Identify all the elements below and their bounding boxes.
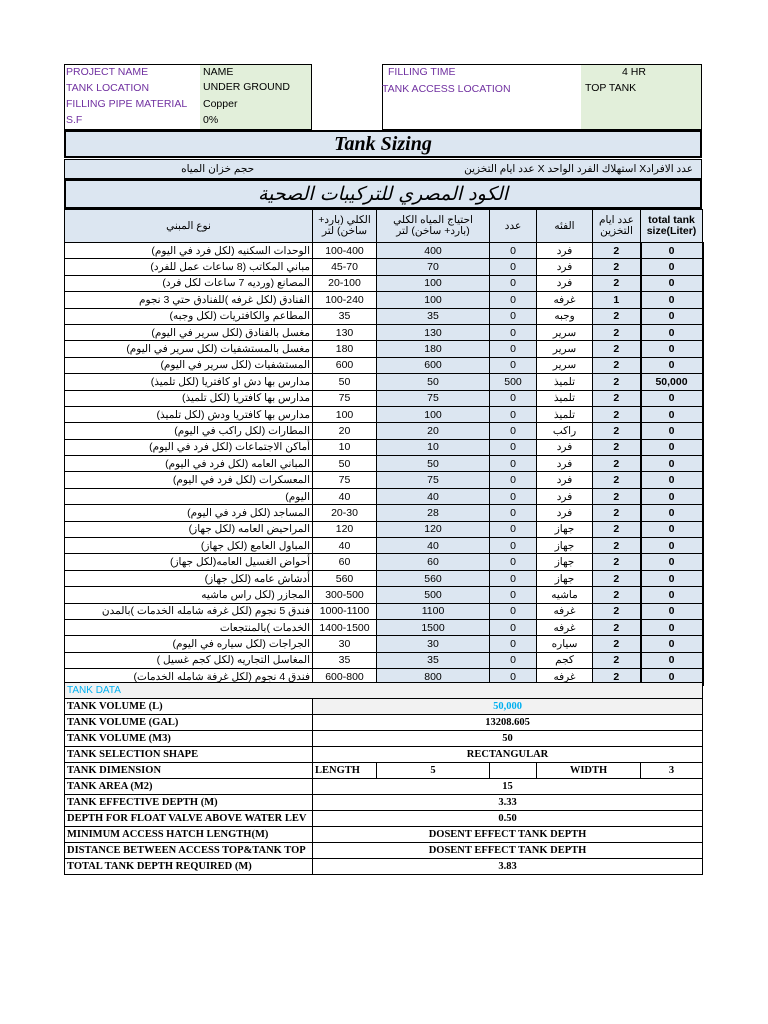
need-cell[interactable]: 560: [377, 570, 490, 586]
unit-cell: كجم: [537, 652, 593, 668]
volume-l-label: TANK VOLUME (L): [65, 699, 313, 715]
range-cell: 50: [313, 456, 377, 472]
type-cell: مدارس بها دش او كافتريا (لكل تلميذ): [65, 374, 313, 390]
count-cell[interactable]: 0: [490, 390, 537, 406]
table-row: [65, 554, 703, 570]
total-cell: 0: [641, 275, 703, 291]
need-cell[interactable]: 30: [377, 636, 490, 652]
unit-cell: سرير: [537, 324, 593, 340]
total-cell: 0: [641, 652, 703, 668]
volume-gal-value: 13208.605: [313, 715, 703, 731]
tank-data-table: [64, 682, 703, 875]
range-cell: 20-30: [313, 505, 377, 521]
total-cell: 0: [641, 341, 703, 357]
float-label: DEPTH FOR FLOAT VALVE ABOVE WATER LEV: [65, 811, 313, 827]
type-cell: اليوم): [65, 488, 313, 504]
type-cell: المجازر (لكل راس ماشيه: [65, 587, 313, 603]
type-cell: مغسل بالمستشفيات (لكل سرير في اليوم): [65, 341, 313, 357]
table-row: [65, 505, 703, 521]
days-cell[interactable]: 2: [593, 505, 641, 521]
days-cell[interactable]: 2: [593, 439, 641, 455]
tank-area-row: [65, 779, 703, 795]
formula-row: [64, 159, 702, 179]
code-title-text: الكود المصري للتركيبات الصحية: [257, 183, 509, 205]
total-cell: 0: [641, 636, 703, 652]
table-row: [65, 243, 703, 259]
table-row: [65, 374, 703, 390]
total-cell: 0: [641, 587, 703, 603]
table-row: [65, 341, 703, 357]
need-cell[interactable]: 35: [377, 652, 490, 668]
days-cell[interactable]: 2: [593, 603, 641, 619]
range-cell: 600: [313, 357, 377, 373]
count-cell[interactable]: 0: [490, 570, 537, 586]
range-cell: 40: [313, 488, 377, 504]
total-cell: 0: [641, 619, 703, 635]
spreadsheet: [64, 64, 702, 872]
tank-volume-m3-row: [65, 731, 703, 747]
need-cell[interactable]: 100: [377, 406, 490, 422]
title-bar: [64, 130, 702, 158]
total-cell: 0: [641, 554, 703, 570]
days-cell[interactable]: 2: [593, 636, 641, 652]
need-cell[interactable]: 75: [377, 390, 490, 406]
need-cell[interactable]: 28: [377, 505, 490, 521]
unit-cell: وجبه: [537, 308, 593, 324]
type-cell: مدارس بها كافتريا (لكل تلميذ): [65, 390, 313, 406]
table-row: [65, 603, 703, 619]
total-cell: 0: [641, 357, 703, 373]
type-cell: أحواض الغسيل العامه(لكل جهاز): [65, 554, 313, 570]
table-row: [65, 292, 703, 308]
table-row: [65, 538, 703, 554]
range-cell: 1400-1500: [313, 619, 377, 635]
need-cell[interactable]: 40: [377, 488, 490, 504]
count-cell[interactable]: 0: [490, 521, 537, 537]
type-cell: الوحدات السكنيه (لكل فرد في اليوم): [65, 243, 313, 259]
count-cell[interactable]: 0: [490, 243, 537, 259]
need-cell[interactable]: 180: [377, 341, 490, 357]
range-cell: 35: [313, 308, 377, 324]
need-cell[interactable]: 400: [377, 243, 490, 259]
table-row: [65, 587, 703, 603]
unit-cell: غرفه: [537, 603, 593, 619]
days-cell[interactable]: 2: [593, 243, 641, 259]
unit-cell: سرير: [537, 341, 593, 357]
days-cell[interactable]: 2: [593, 456, 641, 472]
days-cell[interactable]: 2: [593, 472, 641, 488]
hatch-value: DOSENT EFFECT TANK DEPTH: [313, 827, 703, 843]
table-row: [65, 488, 703, 504]
total-cell: 0: [641, 505, 703, 521]
range-cell: 600-800: [313, 669, 377, 685]
unit-cell: غرفه: [537, 669, 593, 685]
type-cell: فندق 5 نجوم (لكل غرفه شامله الخدمات )بالمدن: [65, 603, 313, 619]
range-cell: 100-240: [313, 292, 377, 308]
unit-cell: جهاز: [537, 570, 593, 586]
total-cell: 0: [641, 324, 703, 340]
type-cell: المباول العامع (لكل جهاز): [65, 538, 313, 554]
days-cell[interactable]: 2: [593, 570, 641, 586]
tank-distance-row: [65, 843, 703, 859]
type-cell: المباني العامه (لكل فرد في اليوم): [65, 456, 313, 472]
range-cell: 50: [313, 374, 377, 390]
days-cell[interactable]: 2: [593, 652, 641, 668]
total-cell: 0: [641, 472, 703, 488]
width-label: WIDTH: [537, 763, 641, 779]
col-header-count: عدد: [490, 210, 537, 243]
unit-cell: فرد: [537, 456, 593, 472]
table-row: [65, 472, 703, 488]
dimension-label: TANK DIMENSION: [65, 763, 313, 779]
filling-pipe-label: FILLING PIPE MATERIAL: [66, 98, 188, 110]
type-cell: فندق 4 نجوم (لكل غرفة شامله الخدمات): [65, 669, 313, 685]
float-value[interactable]: 0.50: [313, 811, 703, 827]
count-cell[interactable]: 0: [490, 259, 537, 275]
volume-l-value: 50,000: [313, 699, 703, 715]
volume-m3-label: TANK VOLUME (M3): [65, 731, 313, 747]
total-cell: 0: [641, 423, 703, 439]
unit-cell: تلميذ: [537, 406, 593, 422]
days-cell[interactable]: 2: [593, 538, 641, 554]
count-cell[interactable]: 0: [490, 603, 537, 619]
table-row: [65, 652, 703, 668]
volume-gal-label: TANK VOLUME (GAL): [65, 715, 313, 731]
unit-cell: سرير: [537, 357, 593, 373]
table-row: [65, 406, 703, 422]
table-row: [65, 521, 703, 537]
type-cell: أماكن الاجتماعات (لكل فرد في اليوم): [65, 439, 313, 455]
col-header-unit: الفئه: [537, 210, 593, 243]
type-cell: الفنادق (لكل غرفه )للفنادق حتي 3 نجوم: [65, 292, 313, 308]
unit-cell: ماشيه: [537, 587, 593, 603]
range-cell: 30: [313, 636, 377, 652]
need-cell[interactable]: 100: [377, 275, 490, 291]
project-header: [64, 64, 702, 130]
range-cell: 300-500: [313, 587, 377, 603]
table-row: [65, 390, 703, 406]
count-cell[interactable]: 0: [490, 488, 537, 504]
days-cell[interactable]: 2: [593, 669, 641, 685]
distance-label: DISTANCE BETWEEN ACCESS TOP&TANK TOP: [65, 843, 313, 859]
need-cell[interactable]: 130: [377, 324, 490, 340]
unit-cell: فرد: [537, 259, 593, 275]
total-cell: 0: [641, 603, 703, 619]
count-cell[interactable]: 0: [490, 275, 537, 291]
unit-cell: راكب: [537, 423, 593, 439]
filling-time-label: FILLING TIME: [388, 66, 456, 78]
page-title: Tank Sizing: [334, 133, 432, 155]
table-row: [65, 619, 703, 635]
days-cell[interactable]: 2: [593, 390, 641, 406]
col-header-type: نوع المبني: [65, 210, 313, 243]
count-cell[interactable]: 0: [490, 292, 537, 308]
type-cell: أدشاش عامه (لكل جهاز): [65, 570, 313, 586]
range-cell: 75: [313, 390, 377, 406]
formula-result-label: حجم خزان المياه: [181, 163, 255, 175]
area-label: TANK AREA (M2): [65, 779, 313, 795]
total-cell: 0: [641, 488, 703, 504]
range-cell: 100: [313, 406, 377, 422]
days-cell[interactable]: 2: [593, 619, 641, 635]
need-cell[interactable]: 35: [377, 308, 490, 324]
need-cell[interactable]: 70: [377, 259, 490, 275]
filling-pipe-value[interactable]: Copper: [203, 98, 238, 110]
count-cell[interactable]: 0: [490, 538, 537, 554]
unit-cell: جهاز: [537, 538, 593, 554]
unit-cell: غرفه: [537, 292, 593, 308]
tank-total-depth-row: [65, 859, 703, 875]
length-value[interactable]: 5: [377, 763, 490, 779]
tank-eff-depth-row: [65, 795, 703, 811]
range-cell: 1000-1100: [313, 603, 377, 619]
days-cell[interactable]: 2: [593, 521, 641, 537]
hatch-label: MINIMUM ACCESS HATCH LENGTH(M): [65, 827, 313, 843]
count-cell[interactable]: 0: [490, 324, 537, 340]
need-cell[interactable]: 50: [377, 456, 490, 472]
count-cell[interactable]: 0: [490, 456, 537, 472]
range-cell: 560: [313, 570, 377, 586]
unit-cell: تلميذ: [537, 374, 593, 390]
count-cell[interactable]: 0: [490, 554, 537, 570]
count-cell[interactable]: 0: [490, 406, 537, 422]
count-cell[interactable]: 0: [490, 308, 537, 324]
count-cell[interactable]: 0: [490, 619, 537, 635]
tank-shape-row: [65, 747, 703, 763]
total-cell: 0: [641, 259, 703, 275]
total-cell: 0: [641, 439, 703, 455]
total-cell: 0: [641, 456, 703, 472]
range-cell: 75: [313, 472, 377, 488]
tank-dimension-row: [65, 763, 703, 779]
days-cell[interactable]: 2: [593, 554, 641, 570]
sf-label: S.F: [66, 114, 83, 126]
range-cell: 100-400: [313, 243, 377, 259]
table-row: [65, 275, 703, 291]
unit-cell: فرد: [537, 439, 593, 455]
days-cell[interactable]: 1: [593, 292, 641, 308]
total-cell: 0: [641, 521, 703, 537]
total-depth-value: 3.83: [313, 859, 703, 875]
days-cell[interactable]: 2: [593, 374, 641, 390]
type-cell: الجراجات (لكل سياره في اليوم): [65, 636, 313, 652]
unit-cell: جهاز: [537, 554, 593, 570]
range-cell: 35: [313, 652, 377, 668]
col-header-days: عدد ايام التخزين: [593, 210, 641, 243]
formula-text: عدد ايام التخزين X استهلاك الفرد الواحد Xعدد الافراد: [464, 163, 693, 175]
access-location-value[interactable]: TOP TANK: [585, 82, 637, 94]
table-row: [65, 357, 703, 373]
tank-float-row: [65, 811, 703, 827]
table-row: [65, 324, 703, 340]
count-cell[interactable]: 500: [490, 374, 537, 390]
project-name-label: PROJECT NAME: [66, 66, 149, 78]
range-cell: 45-70: [313, 259, 377, 275]
total-cell: 0: [641, 570, 703, 586]
table-row: [65, 636, 703, 652]
dimension-spacer: [490, 763, 537, 779]
tank-data-header: [65, 683, 703, 699]
unit-cell: سياره: [537, 636, 593, 652]
unit-cell: تلميذ: [537, 390, 593, 406]
unit-cell: غرفه: [537, 619, 593, 635]
total-depth-label: TOTAL TANK DEPTH REQUIRED (M): [65, 859, 313, 875]
count-cell[interactable]: 0: [490, 669, 537, 685]
eff-depth-label: TANK EFFECTIVE DEPTH (M): [65, 795, 313, 811]
distance-value: DOSENT EFFECT TANK DEPTH: [313, 843, 703, 859]
unit-cell: فرد: [537, 505, 593, 521]
type-cell: المصانع (ورديه 7 ساعات لكل فرد): [65, 275, 313, 291]
count-cell[interactable]: 0: [490, 341, 537, 357]
count-cell[interactable]: 0: [490, 587, 537, 603]
range-cell: 180: [313, 341, 377, 357]
tank-location-label: TANK LOCATION: [66, 82, 150, 94]
total-cell: 0: [641, 406, 703, 422]
tank-data-section: TANK DATA: [65, 683, 703, 699]
type-cell: المستشفيات (لكل سرير في اليوم): [65, 357, 313, 373]
days-cell[interactable]: 2: [593, 324, 641, 340]
need-cell[interactable]: 1100: [377, 603, 490, 619]
type-cell: الخدمات )بالمنتجعات: [65, 619, 313, 635]
area-value: 15: [313, 779, 703, 795]
table-row: [65, 456, 703, 472]
days-cell[interactable]: 2: [593, 308, 641, 324]
tank-location-value[interactable]: UNDER GROUND: [203, 81, 290, 93]
total-cell: 0: [641, 292, 703, 308]
count-cell[interactable]: 0: [490, 357, 537, 373]
access-location-label: TANK ACCESS LOCATION: [382, 83, 511, 95]
days-cell[interactable]: 2: [593, 357, 641, 373]
project-name-value[interactable]: NAME: [203, 66, 234, 78]
range-cell: 120: [313, 521, 377, 537]
type-cell: المعسكرات (لكل فرد في اليوم): [65, 472, 313, 488]
unit-cell: فرد: [537, 488, 593, 504]
need-cell[interactable]: 800: [377, 669, 490, 685]
days-cell[interactable]: 2: [593, 587, 641, 603]
range-cell: 10: [313, 439, 377, 455]
type-cell: مباني المكاتب (8 ساعات عمل للفرد): [65, 259, 313, 275]
type-cell: المساجد (لكل فرد في اليوم): [65, 505, 313, 521]
range-cell: 20: [313, 423, 377, 439]
count-cell[interactable]: 0: [490, 439, 537, 455]
type-cell: مغسل بالفنادق (لكل سرير في اليوم): [65, 324, 313, 340]
total-cell: 0: [641, 308, 703, 324]
unit-cell: فرد: [537, 243, 593, 259]
days-cell[interactable]: 2: [593, 488, 641, 504]
length-label: LENGTH: [313, 763, 377, 779]
type-cell: مدارس بها كافتريا ودش (لكل تلميذ): [65, 406, 313, 422]
type-cell: المغاسل التجاريه (لكل كجم غسيل ): [65, 652, 313, 668]
shape-label: TANK SELECTION SHAPE: [65, 747, 313, 763]
days-cell[interactable]: 2: [593, 275, 641, 291]
need-cell[interactable]: 75: [377, 472, 490, 488]
filling-time-value[interactable]: 4 HR: [622, 66, 646, 78]
days-cell[interactable]: 2: [593, 341, 641, 357]
unit-cell: جهاز: [537, 521, 593, 537]
code-title: [64, 179, 702, 209]
need-cell[interactable]: 40: [377, 538, 490, 554]
total-cell: 0: [641, 538, 703, 554]
count-cell[interactable]: 0: [490, 423, 537, 439]
tank-volume-l-row: [65, 699, 703, 715]
count-cell[interactable]: 0: [490, 472, 537, 488]
total-cell: 50,000: [641, 374, 703, 390]
need-cell[interactable]: 1500: [377, 619, 490, 635]
days-cell[interactable]: 2: [593, 406, 641, 422]
eff-depth-value: 3.33: [313, 795, 703, 811]
shape-value[interactable]: RECTANGULAR: [313, 747, 703, 763]
days-cell[interactable]: 2: [593, 259, 641, 275]
need-cell[interactable]: 120: [377, 521, 490, 537]
range-cell: 40: [313, 538, 377, 554]
table-header-row: [65, 210, 703, 243]
need-cell[interactable]: 500: [377, 587, 490, 603]
total-cell: 0: [641, 243, 703, 259]
tank-hatch-row: [65, 827, 703, 843]
sf-value[interactable]: 0%: [203, 114, 219, 126]
need-cell[interactable]: 60: [377, 554, 490, 570]
range-cell: 60: [313, 554, 377, 570]
need-cell[interactable]: 50: [377, 374, 490, 390]
table-row: [65, 259, 703, 275]
range-cell: 130: [313, 324, 377, 340]
tank-volume-gal-row: [65, 715, 703, 731]
type-cell: المطاعم والكافتريات (لكل وجبه): [65, 308, 313, 324]
count-cell[interactable]: 0: [490, 652, 537, 668]
width-value[interactable]: 3: [641, 763, 703, 779]
need-cell[interactable]: 20: [377, 423, 490, 439]
range-cell: 20-100: [313, 275, 377, 291]
table-row: [65, 423, 703, 439]
type-cell: المراحيض العامه (لكل جهاز): [65, 521, 313, 537]
table-row: [65, 570, 703, 586]
table-row: [65, 439, 703, 455]
unit-cell: فرد: [537, 472, 593, 488]
unit-cell: فرد: [537, 275, 593, 291]
need-cell[interactable]: 600: [377, 357, 490, 373]
count-cell[interactable]: 0: [490, 636, 537, 652]
type-cell: المطارات (لكل راكب في اليوم): [65, 423, 313, 439]
count-cell[interactable]: 0: [490, 505, 537, 521]
need-cell[interactable]: 10: [377, 439, 490, 455]
col-header-total: total tank size(Liter): [641, 210, 703, 243]
table-row: [65, 308, 703, 324]
col-header-need: احتياج المياه الكلي (بارد+ ساخن) لتر: [377, 210, 490, 243]
volume-m3-value: 50: [313, 731, 703, 747]
total-cell: 0: [641, 669, 703, 685]
need-cell[interactable]: 100: [377, 292, 490, 308]
fixtures-table: [64, 209, 704, 686]
total-cell: 0: [641, 390, 703, 406]
days-cell[interactable]: 2: [593, 423, 641, 439]
col-header-range: الكلي (بارد+ ساخن) لتر: [313, 210, 377, 243]
